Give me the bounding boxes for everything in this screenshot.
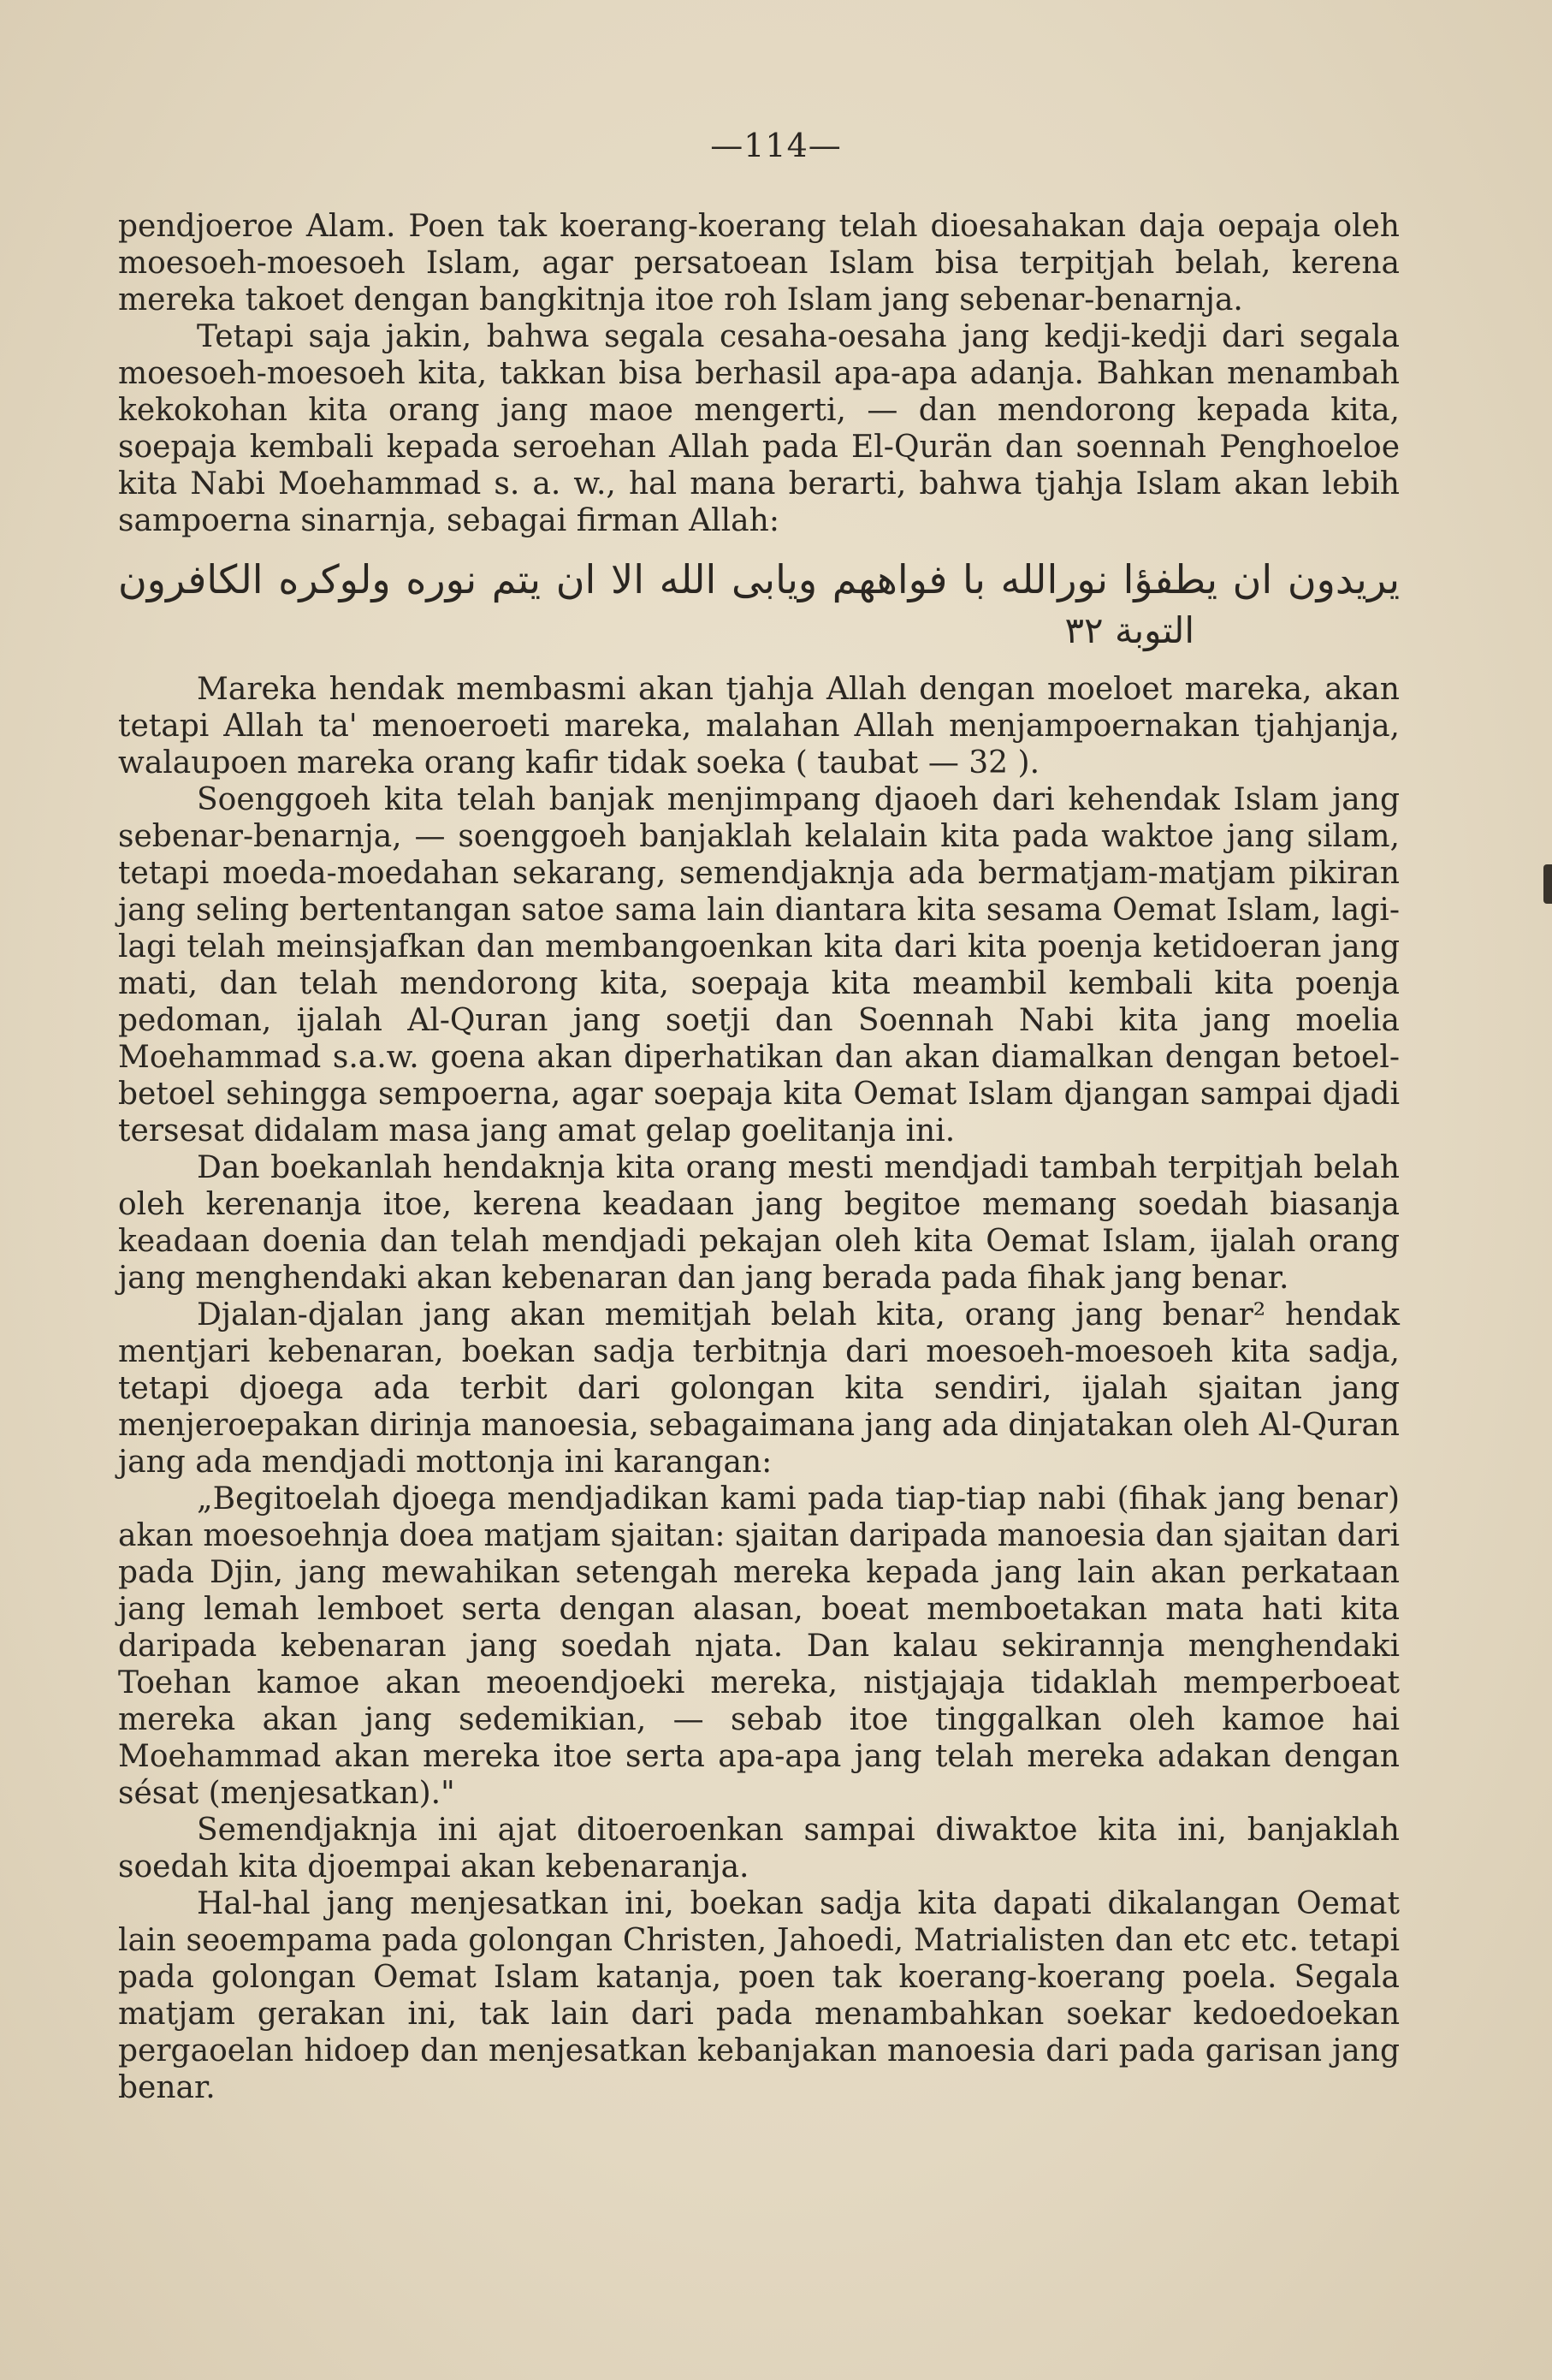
paragraph-8: Semendjaknja ini ajat ditoeroenkan sampai diwaktoe kita ini, banjaklah soedah kita djoempai akan kebenaranja. xyxy=(118,1813,1400,1884)
page-number: —114— xyxy=(710,127,842,164)
quote-paragraph: „Begitoelah djoega mendjadikan kami pada tiap-tiap nabi (fihak jang benar) akan moesoehnja doea matjam sjaitan: sjaitan daripada manoesia dan sjaitan dari pada Djin, jang mewahikan setengah mereka kepada jang lain akan perkataan jang lemah lemboet serta dengan alasan, boeat memboetakan mata hati kita daripada kebenaran jang soedah njata. Dan kalau sekirannja menghendaki Toehan kamoe akan meoendjoeki mereka, nistjajaja tidaklah memperboeat mereka akan jang sedemikian, — sebab itoe tinggalkan oleh kamoe hai Moehammad akan mereka itoe serta apa-apa jang telah mereka adakan dengan sésat (menjesatkan)." xyxy=(118,1481,1400,1811)
paragraph-5: Dan boekanlah hendaknja kita orang mesti mendjadi tambah terpitjah belah oleh kerenanja itoe, kerena keadaan jang begitoe memang soedah biasanja keadaan doenia dan telah mendjadi pekajan oleh kita Oemat Islam, ijalah orang jang menghendaki akan kebenaran dan jang berada pada fihak jang benar. xyxy=(118,1150,1400,1296)
paragraph-6: Djalan-djalan jang akan memitjah belah kita, orang jang benar² hendak mentjari kebenaran, boekan sadja terbitnja dari moesoeh-moesoeh kita sadja, tetapi djoega ada terbit dari golongan kita sendiri, ijalah sjaitan jang menjeroepakan dirinja manoesia, sebagaimana jang ada dinjatakan oleh Al-Quran jang ada mendjadi mottonja ini karangan: xyxy=(118,1297,1400,1480)
arabic-verse-reference: التوبة ٣٢ xyxy=(1064,609,1194,651)
arabic-quran-verse: يريدون ان يطفؤا نورالله با فواههم ويابى الله الا ان يتم نوره ولوكره الكافرون xyxy=(118,556,1400,602)
paragraph-2: Tetapi saja jakin, bahwa segala cesaha-oesaha jang kedji-kedji dari segala moesoeh-moesoeh kita, takkan bisa berhasil apa-apa adanja. Bahkan menambah kekokohan kita orang jang maoe mengerti, — dan mendorong kepada kita, soepaja kembali kepada seroehan Allah pada El-Qurän dan soennah Penghoeloe kita Nabi Moehammad s. a. w., hal mana berarti, bahwa tjahja Islam akan lebih sampoerna sinarnja, sebagai firman Allah: xyxy=(118,319,1400,538)
paragraph-9: Hal-hal jang menjesatkan ini, boekan sadja kita dapati dikalangan Oemat lain seoempama pada golongan Christen, Jahoedi, Matrialisten dan etc etc. tetapi pada golongan Oemat Islam katanja, poen tak koerang-koerang poela. Segala matjam gerakan ini, tak lain dari pada menambahkan soekar kedoedoekan pergaoelan hidoep dan menjesatkan kebanjakan manoesia dari pada garisan jang benar. xyxy=(118,1886,1400,2105)
paragraph-1: pendjoeroe Alam. Poen tak koerang-koerang telah dioesahakan daja oepaja oleh moesoeh-moesoeh Islam, agar persatoean Islam bisa terpitjah belah, kerena mereka takoet dengan bangkitnja itoe roh Islam jang sebenar-benarnja. xyxy=(118,209,1400,318)
scan-edge-mark xyxy=(1543,864,1552,904)
body-text xyxy=(118,208,1400,2106)
paragraph-3: Mareka hendak membasmi akan tjahja Allah dengan moeloet mareka, akan tetapi Allah ta' menoeroeti mareka, malahan Allah menjampoernakan tjahjanja, walaupoen mareka orang kafir tidak soeka ( taubat — 32 ). xyxy=(118,672,1400,780)
paragraph-4: Soenggoeh kita telah banjak menjimpang djaoeh dari kehendak Islam jang sebenar-benarnja, — soenggoeh banjaklah kelalain kita pada waktoe jang silam, tetapi moeda-moedahan sekarang, semendjaknja ada bermatjam-matjam pikiran jang seling bertentangan satoe sama lain diantara kita sesama Oemat Islam, lagi-lagi telah meinsjafkan dan membangoenkan kita dari kita poenja ketidoeran jang mati, dan telah mendorong kita, soepaja kita meambil kembali kita poenja pedoman, ijalah Al-Quran jang soetji dan Soennah Nabi kita jang moelia Moehammad s.a.w. goena akan diperhatikan dan akan diamalkan dengan betoel-betoel sehingga sempoerna, agar soepaja kita Oemat Islam djangan sampai djadi tersesat didalam masa jang amat gelap goelitanja ini. xyxy=(118,782,1400,1148)
